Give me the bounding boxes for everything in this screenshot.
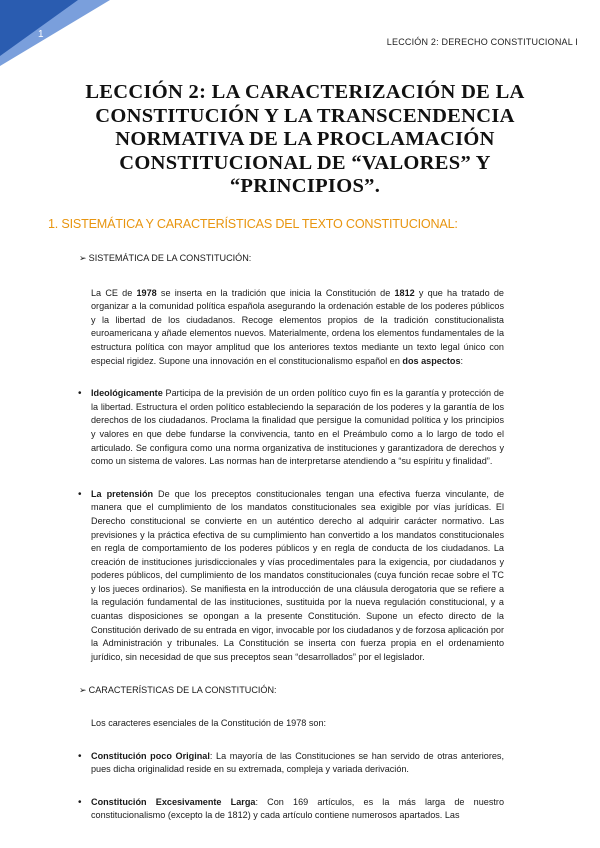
subsection-heading-caracteristicas	[79, 684, 600, 698]
intro-text: y que ha tratado de organizar a la comunidad política española asegurando la ordenación estable de los poderes públicos y la libertad de los ciudadanos. Recoge elementos propios de la tradición constitucionalista euroamericana y añade elementos nuevos. Materialmente, ordena los elementos fundamentales de la estructura política con mayor amplitud que los anteriores textos mediante un texto legal único con especial rigidez. Supone una innovación en el constitucionalismo español en	[91, 287, 504, 366]
intro-bold-year: 1978	[136, 287, 157, 298]
list-item-text: : Con 169 artículos, es la más larga de nuestro constitucionalismo (excepto la de 1812) y cada artículo contiene numerosos apartados. Las	[91, 796, 505, 821]
page-number: 1	[38, 29, 44, 40]
list-item-text: Participa de la previsión de un orden político cuyo fin es la garantía y protección de la libertad. Estructura el orden político estableciendo la separación de los poderes y la garantía de los derechos de los ciudadanos. Proclama la finalidad que persigue la comunidad política y los principios y valores en que debe fundarse la convivencia, tanto en el Preámbulo como a lo largo de todo el articulado. Se configura como una norma organizativa de instituciones y garantizadora de derechos y como un sistema de valores. Las normas han de interpretarse atendiendo a “su espíritu y finalidad”.	[91, 388, 504, 467]
list-item-term: Constitución Excesivamente Larga	[91, 796, 256, 807]
document-body	[0, 252, 600, 823]
subsection-title: CARACTERÍSTICAS DE LA CONSTITUCIÓN:	[88, 685, 277, 696]
bullet-dot-icon: •	[78, 488, 82, 500]
list-item-excesivamente-larga	[78, 796, 505, 823]
intro-text: La CE de	[91, 287, 137, 298]
list-item-text: : La mayoría de las Constituciones se han servido de otras anteriores, pues dicha originalidad reside en su extremada, compleja y variada derivación.	[91, 750, 504, 775]
intro-text: :	[460, 355, 464, 366]
list-item-term: Constitución poco Original	[91, 750, 210, 761]
lesson-title: LECCIÓN 2: LA CARACTERIZACIÓN DE LA CONSTITUCIÓN Y LA TRANSCENDENCIA NORMATIVA DE LA PROCLAMACIÓN CONSTITUCIONAL DE “VALORES” Y “PRINCIPIOS”.	[85, 81, 525, 197]
list-item-ideologicamente	[78, 387, 504, 469]
characteristics-intro: Los caracteres esenciales de la Constitución de 1978 son:	[91, 718, 327, 729]
list-item-pretension	[78, 488, 505, 665]
bullet-dot-icon: •	[78, 750, 82, 762]
list-item-poco-original	[78, 750, 504, 777]
bullet-dot-icon: •	[78, 388, 82, 400]
bullet-dot-icon: •	[78, 796, 82, 808]
list-item-term: Ideológicamente	[91, 388, 163, 399]
intro-bold-aspects: dos aspectos	[402, 355, 461, 366]
intro-paragraph	[91, 287, 504, 369]
corner-decoration	[0, 0, 110, 70]
list-item-text: De que los preceptos constitucionales tengan una efectiva fuerza vinculante, de manera que el cumplimiento de los mandatos constitucionales sea exigible por vías jurídicas. El Derecho constitucional se convierte en un auténtico derecho al adquirir carácter normativo. Las previsiones y la práctica efectiva de su cumplimiento han convertido a los mandatos constitucionales en regla de comportamiento de los poderes públicos y en regla de conducta de los ciudadanos. La creación de instituciones jurisdiccionales y vías procedimentales para la exigencia, por ciudadanos y poderes públicos, del cumplimiento de los mandatos constitucionales (cuya función recae sobre el TC y los jueces ordinarios). Se manifiesta en la introducción de una cláusula derogatoria que se refiere a la regulación fundamental de las instituciones, sustituida por la nueva regulación constitucional, y a cuantas disposiciones se opongan a la presente Constitución. Supone un efecto directo de la Constitución derivado de su entrada en vigor, invocable por los ciudadanos y de forzosa aplicación por la Administración y tribunales. La Constitución se inserta con fuerza propia en el ordenamiento jurídico, sin necesidad de que sus preceptos sean “desarrollados” por el legislador.	[91, 488, 505, 662]
subsection-title: SISTEMÁTICA DE LA CONSTITUCIÓN:	[88, 253, 252, 263]
intro-bold-year: 1812	[394, 287, 415, 298]
section-heading: 1. SISTEMÁTICA Y CARACTERÍSTICAS DEL TEXTO CONSTITUCIONAL:	[48, 217, 458, 231]
intro-text: se inserta en la tradición que inicia la Constitución de	[156, 287, 395, 298]
subsection-heading-sistematica	[79, 252, 600, 266]
arrow-bullet-icon: ➢	[79, 253, 87, 263]
arrow-bullet-icon: ➢	[79, 685, 87, 696]
list-item-term: La pretensión	[91, 488, 154, 499]
running-header: LECCIÓN 2: DERECHO CONSTITUCIONAL I	[386, 37, 578, 47]
